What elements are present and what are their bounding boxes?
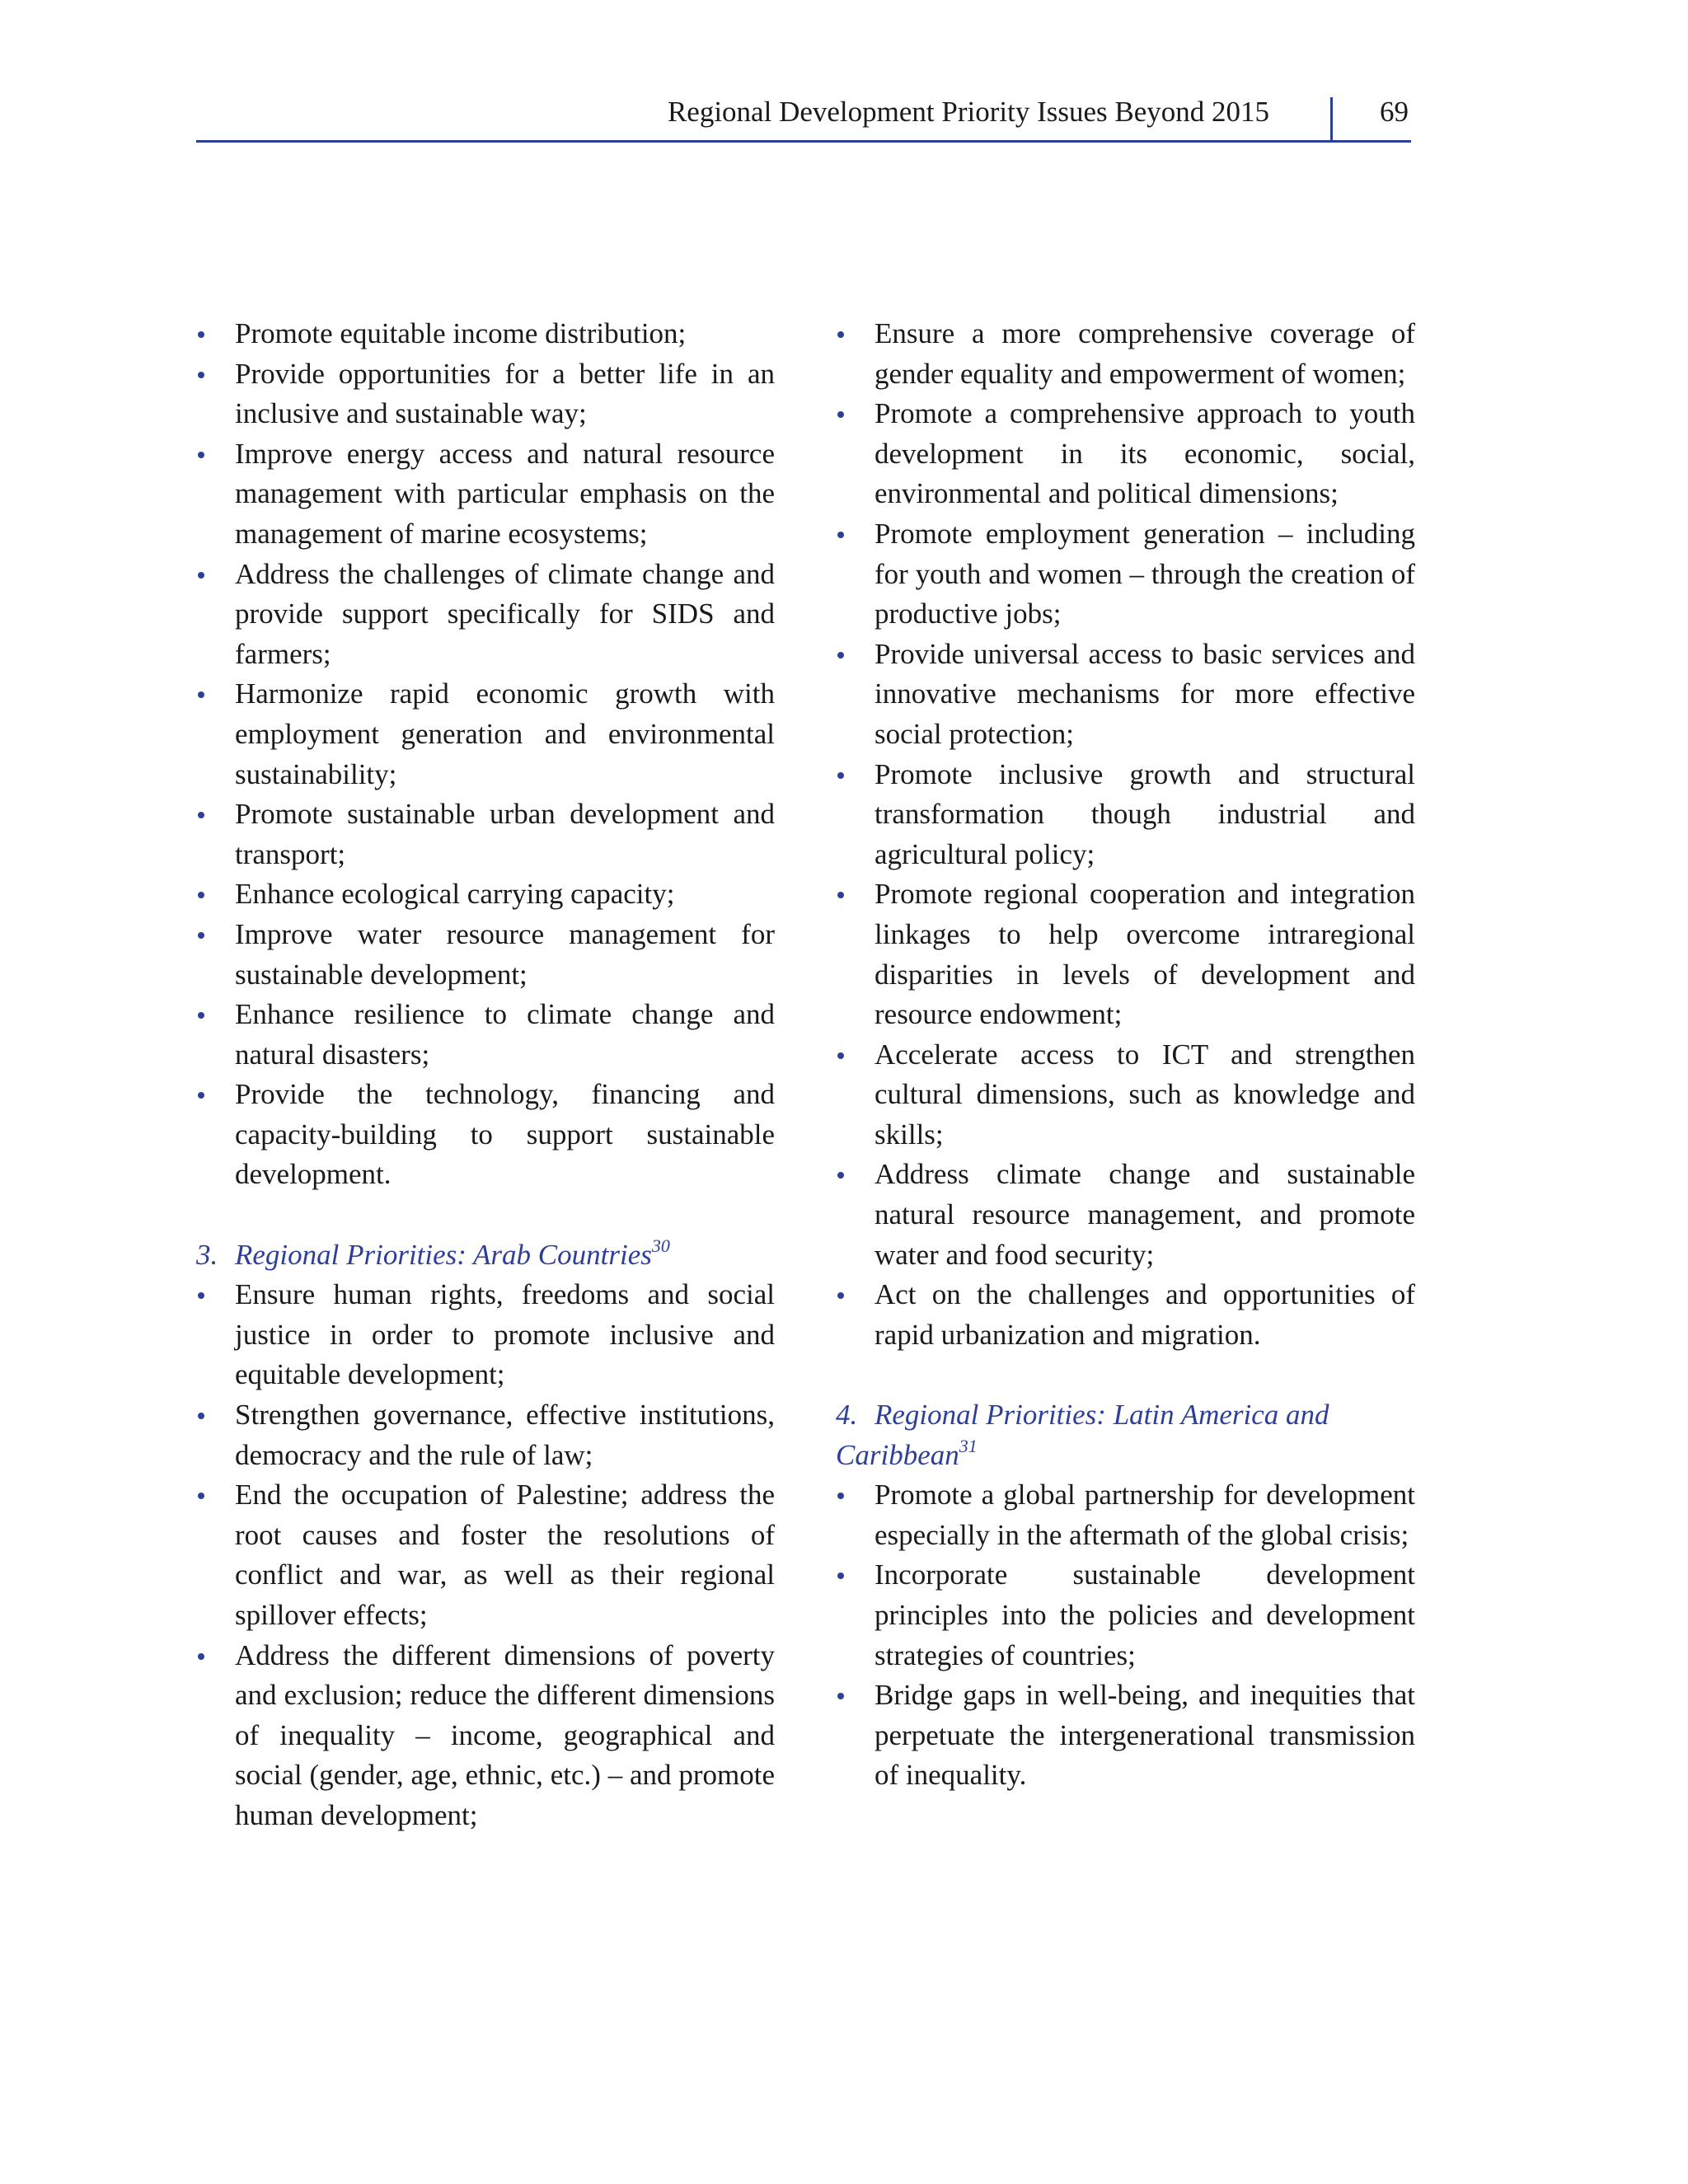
left-column [196,314,775,1836]
arab-priorities-list [196,1275,775,1835]
section-heading-arab-countries [196,1235,775,1276]
list-item: Enhance resilience to climate change and natural disasters; [196,995,775,1075]
list-item: Provide opportunities for a better life in an inclusive and sustainable way; [196,354,775,434]
list-item: Provide universal access to basic services and innovative mechanisms for more effective social protection; [836,635,1415,755]
list-item: Promote employment generation – including for youth and women – through the creation of productive jobs; [836,514,1415,635]
list-item: Improve energy access and natural resource management with particular emphasis on the management of marine ecosystems; [196,434,775,555]
list-item: Promote regional cooperation and integration linkages to help overcome intraregional disparities in levels of development and resource endowment; [836,874,1415,1034]
page-number: 69 [1380,96,1409,128]
list-item: Incorporate sustainable development principles into the policies and development strategies of countries; [836,1555,1415,1675]
right-column [836,314,1415,1796]
list-item: Address climate change and sustainable natural resource management, and promote water and food security; [836,1155,1415,1275]
header-separator [1330,97,1333,140]
priority-list-continued [196,314,775,1195]
list-item: Improve water resource management for sustainable development; [196,915,775,995]
latin-america-priorities-list [836,1475,1415,1796]
list-item: Address the challenges of climate change and provide support specifically for SIDS and farmers; [196,555,775,675]
footnote-marker: 31 [959,1435,978,1456]
list-item: Ensure a more comprehensive coverage of gender equality and empowerment of women; [836,314,1415,394]
list-item: Promote sustainable urban development and transport; [196,794,775,874]
arab-priorities-list-continued [836,314,1415,1355]
list-item: Address the different dimensions of poverty and exclusion; reduce the different dimensions of inequality – income, geographical and social (gender, age, ethnic, etc.) – and promote human development; [196,1636,775,1836]
list-item: Act on the challenges and opportunities of rapid urbanization and migration. [836,1275,1415,1355]
list-item: Promote inclusive growth and structural transformation though industrial and agricultural policy; [836,755,1415,875]
footnote-marker: 30 [651,1235,670,1256]
list-item: Strengthen governance, effective institutions, democracy and the rule of law; [196,1395,775,1475]
page-header [196,89,1411,143]
list-item: Harmonize rapid economic growth with employment generation and environmental sustainability; [196,674,775,794]
section-title: Regional Priorities: Latin America and Caribbean [836,1399,1329,1471]
section-title: Regional Priorities: Arab Countries [235,1238,652,1271]
list-item: Bridge gaps in well-being, and inequities that perpetuate the intergenerational transmission of inequality. [836,1675,1415,1796]
list-item: End the occupation of Palestine; address the root causes and foster the resolutions of conflict and war, as well as their regional spillover effects; [196,1475,775,1635]
list-item: Accelerate access to ICT and strengthen cultural dimensions, such as knowledge and skills; [836,1035,1415,1155]
list-item: Enhance ecological carrying capacity; [196,874,775,915]
list-item: Ensure human rights, freedoms and social justice in order to promote inclusive and equitable development; [196,1275,775,1395]
section-number: 3. [196,1238,218,1271]
list-item: Promote a global partnership for development especially in the aftermath of the global crisis; [836,1475,1415,1555]
list-item: Promote a comprehensive approach to youth development in its economic, social, environmental and political dimensions; [836,394,1415,514]
section-number: 4. [836,1399,858,1432]
list-item: Provide the technology, financing and capacity-building to support sustainable development. [196,1075,775,1195]
list-item: Promote equitable income distribution; [196,314,775,354]
section-heading-latin-america [836,1395,1415,1475]
running-title: Regional Development Priority Issues Beyond 2015 [667,96,1269,128]
